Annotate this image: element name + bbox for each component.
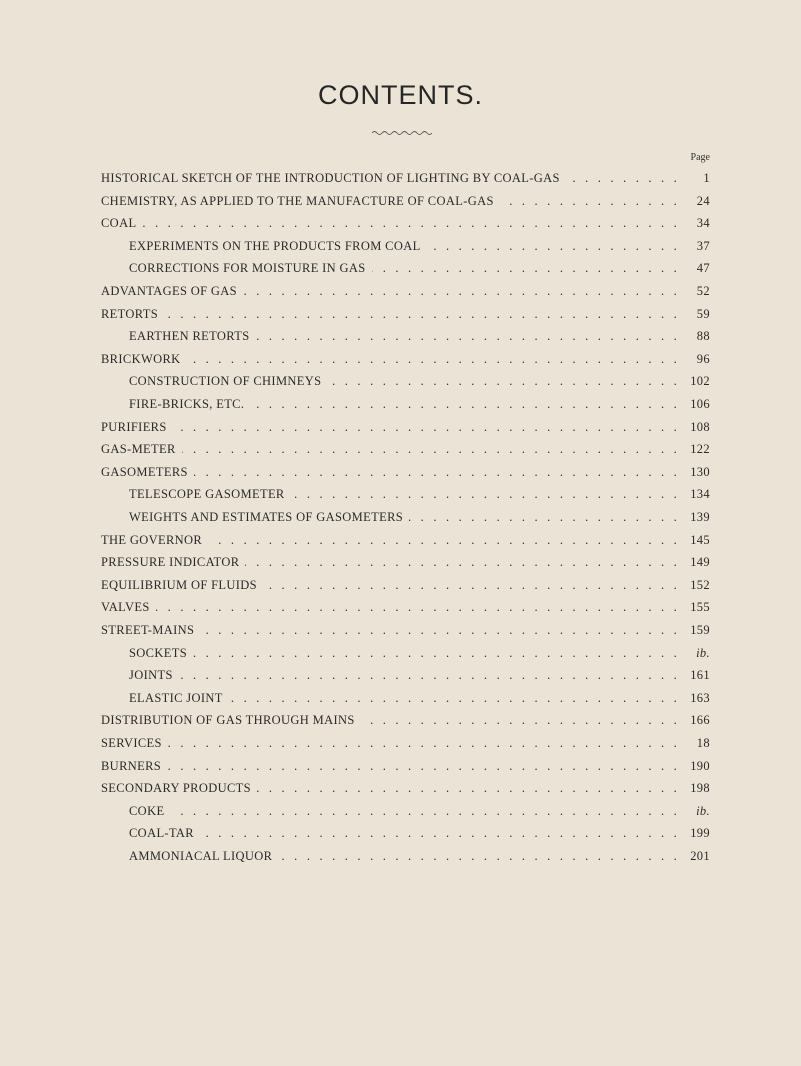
dot-leader (566, 171, 680, 186)
toc-entry-page: 152 (690, 577, 710, 592)
dot-leader (257, 781, 680, 796)
dot-leader (427, 239, 680, 254)
toc-entry-page: 139 (690, 510, 710, 524)
toc-entry-page: ib. (696, 645, 710, 660)
toc-entry-title: BRICKWORK (101, 351, 181, 366)
toc-entry (101, 528, 710, 548)
toc-entry-title: ELASTIC JOINT (129, 690, 223, 705)
toc-entry-page: 18 (696, 736, 710, 750)
toc-entry-page: 198 (690, 781, 710, 796)
toc-entry-page: 106 (690, 397, 710, 411)
dot-leader (327, 374, 680, 389)
toc-entry-title: CORRECTIONS FOR MOISTURE IN GAS (129, 261, 366, 276)
toc-entry (101, 166, 710, 186)
toc-entry (129, 256, 710, 276)
dot-leader (361, 713, 680, 728)
toc-entry-title: COAL (101, 216, 137, 231)
dot-leader (256, 329, 680, 344)
dot-leader (409, 510, 680, 525)
toc-entry-page: 130 (690, 464, 710, 479)
toc-entry (101, 550, 710, 570)
dot-leader (193, 646, 680, 661)
toc-entry (129, 663, 710, 683)
toc-entry (129, 821, 710, 841)
toc-entry-title: GAS-METER (101, 442, 176, 457)
dot-leader (168, 736, 680, 751)
toc-entry-title: PURIFIERS (101, 419, 167, 434)
toc-entry (129, 234, 710, 254)
toc-entry (101, 211, 710, 231)
toc-entry (101, 415, 710, 435)
toc-entry-page: 166 (690, 713, 710, 728)
toc-entry (101, 347, 710, 367)
toc-entry (101, 189, 710, 209)
dot-leader (156, 600, 680, 615)
dot-leader (243, 284, 680, 299)
toc-entry-page: 88 (696, 329, 710, 344)
toc-entry-title: EXPERIMENTS ON THE PRODUCTS FROM COAL (129, 238, 421, 253)
dot-leader (250, 397, 680, 412)
toc-entry (101, 460, 710, 480)
toc-entry-page: 34 (696, 216, 710, 231)
toc-entry (101, 573, 710, 593)
toc-entry-page: 108 (690, 419, 710, 434)
toc-entry (101, 731, 710, 751)
toc-entry-title: THE GOVERNOR (101, 532, 203, 547)
toc-entry-title: CHEMISTRY, AS APPLIED TO THE MANUFACTURE OF COAL-GAS (101, 193, 494, 208)
toc-entry (129, 392, 710, 412)
toc-entry-page: 159 (690, 623, 710, 637)
toc-entry (129, 844, 710, 864)
dot-leader (200, 623, 680, 638)
dot-leader (245, 555, 680, 570)
toc-entry-title: RETORTS (101, 306, 159, 321)
wavy-divider-ornament (372, 128, 432, 138)
toc-entry-title: ADVANTAGES OF GAS (101, 284, 237, 298)
dot-leader (164, 307, 680, 322)
toc-entry-page: 37 (696, 238, 710, 253)
toc-entry-title: FIRE-BRICKS, ETC. (129, 397, 245, 411)
toc-entry (101, 708, 710, 728)
dot-leader (187, 352, 680, 367)
dot-leader (167, 759, 680, 774)
toc-entry-title: STREET-MAINS (101, 623, 195, 637)
dot-leader (200, 826, 680, 841)
toc-entry (101, 279, 710, 299)
toc-entry (101, 595, 710, 615)
toc-entry-page: 134 (690, 487, 710, 502)
toc-entry-title: WEIGHTS AND ESTIMATES OF GASOMETERS (129, 510, 404, 524)
toc-entry (129, 686, 710, 706)
toc-entry-page: 24 (696, 193, 710, 208)
toc-entry-title: PRESSURE INDICATOR (101, 555, 240, 570)
dot-leader (182, 442, 680, 457)
dot-leader (170, 804, 680, 819)
toc-entry-title: JOINTS (129, 668, 173, 683)
toc-entry-title: CONSTRUCTION OF CHIMNEYS (129, 374, 322, 389)
dot-leader (173, 420, 680, 435)
dot-leader (229, 691, 680, 706)
dot-leader (278, 849, 680, 864)
dot-leader (372, 261, 680, 276)
toc-entry-page: 163 (690, 690, 710, 705)
toc-entry-title: COKE (129, 803, 165, 818)
toc-entry-title: VALVES (101, 600, 150, 615)
toc-entry-page: 199 (690, 826, 710, 841)
toc-entry-page: 59 (696, 306, 710, 321)
toc-entry-title: SERVICES (101, 736, 162, 750)
toc-entry-title: EARTHEN RETORTS (129, 329, 250, 344)
toc-entry-page: 47 (696, 261, 710, 276)
toc-entry-page: 102 (690, 374, 710, 389)
toc-entry-page: 201 (690, 849, 710, 863)
toc-entry (129, 482, 710, 502)
toc-entry-title: TELESCOPE GASOMETER (129, 487, 285, 502)
toc-entry (129, 799, 710, 819)
toc-entry (101, 302, 710, 322)
dot-leader (208, 533, 680, 548)
toc-entry (101, 776, 710, 796)
toc-entry-title: GASOMETERS (101, 464, 188, 479)
toc-entry-page: 190 (690, 758, 710, 773)
toc-entry-page: 161 (690, 668, 710, 683)
toc-entry (101, 754, 710, 774)
toc-entry (129, 324, 710, 344)
toc-entry-title: BURNERS (101, 758, 162, 773)
toc-entry-title: SECONDARY PRODUCTS (101, 781, 251, 796)
dot-leader (263, 578, 680, 593)
toc-entry-page: 145 (690, 532, 710, 547)
toc-entry-title: EQUILIBRIUM OF FLUIDS (101, 577, 257, 592)
toc-entry (101, 437, 710, 457)
toc-entry-page: 155 (690, 600, 710, 615)
toc-entry-page: ib. (696, 803, 710, 818)
toc-entry-page: 122 (690, 442, 710, 457)
dot-leader (194, 465, 680, 480)
toc-entry-page: 149 (690, 555, 710, 570)
dot-leader (179, 668, 680, 683)
toc-entry-title: DISTRIBUTION OF GAS THROUGH MAINS (101, 713, 355, 728)
toc-entry (129, 641, 710, 661)
toc-entry (101, 618, 710, 638)
toc-entry-page: 1 (703, 171, 710, 185)
toc-entry-page: 52 (696, 284, 710, 298)
toc-entry (129, 505, 710, 525)
toc-entry-title: SOCKETS (129, 645, 188, 660)
page-column-label: Page (690, 152, 710, 163)
toc-entry-title: HISTORICAL SKETCH OF THE INTRODUCTION OF LIGHTING BY COAL-GAS (101, 171, 560, 185)
page-title: CONTENTS. (317, 80, 483, 110)
dot-leader (142, 216, 680, 231)
dot-leader (500, 194, 680, 209)
toc-entry-title: AMMONIACAL LIQUOR (129, 849, 273, 863)
toc-entry-page: 96 (696, 351, 710, 366)
dot-leader (291, 487, 680, 502)
toc-entry-title: COAL-TAR (129, 826, 194, 841)
toc-entry (129, 369, 710, 389)
